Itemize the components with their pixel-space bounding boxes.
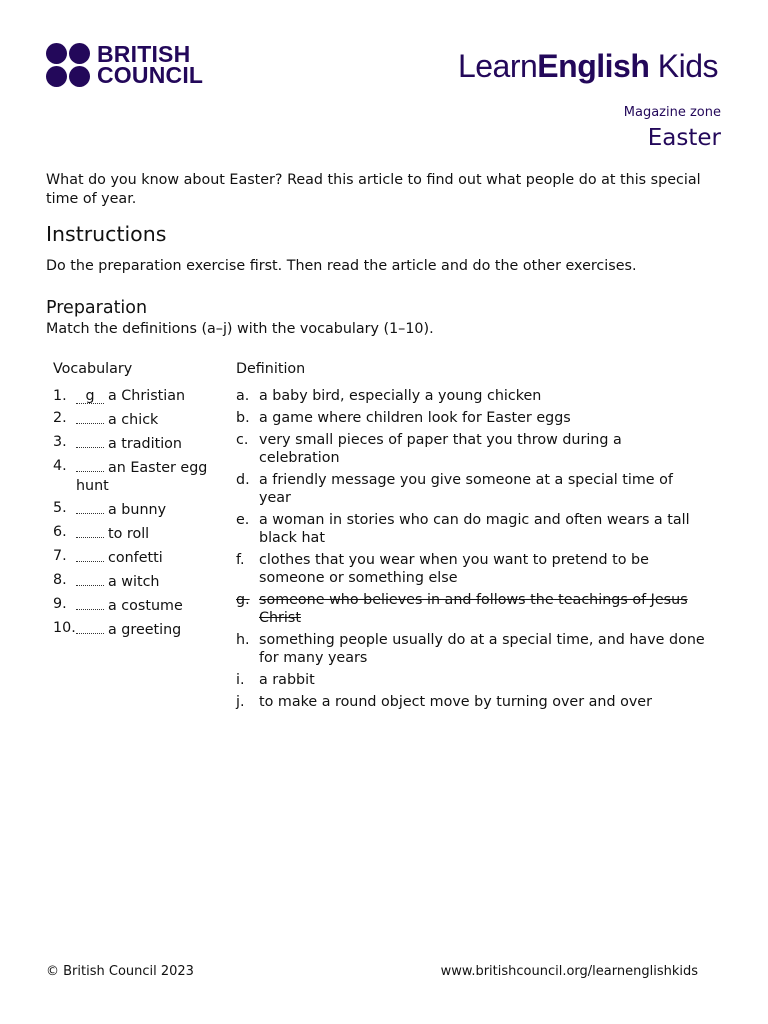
british-council-logo [46,43,203,87]
section-label: Magazine zone [623,105,721,120]
footer-url[interactable]: www.britishcouncil.org/learnenglishkids [440,964,698,979]
vocab-item: 6. to roll [53,524,150,542]
answer-blank[interactable] [76,409,104,424]
answer-blank[interactable] [76,433,104,448]
definition-item: b. a game where children look for Easter eggs [236,410,571,426]
logo-dots-icon [46,43,90,87]
instructions-heading: Instructions [46,222,167,246]
answer-blank[interactable] [76,595,104,610]
definition-heading: Definition [236,361,306,377]
logo-wordmark: BRITISH COUNCIL [97,41,204,88]
vocab-item: 9. a costume [53,596,183,614]
answer-blank[interactable] [76,457,104,472]
vocab-item: 4. an Easter egg hunt [53,458,208,494]
definition-item: c. very small pieces of paper that you throw during a celebration [236,432,622,466]
definition-list [236,387,706,715]
definition-item: h. something people usually do at a special time, and have done for many years [236,632,705,666]
vocab-item: 5. a bunny [53,500,167,518]
answer-blank[interactable] [76,523,104,538]
vocab-item: 7. confetti [53,548,163,566]
footer-copyright: © British Council 2023 [46,964,194,979]
definition-item: a. a baby bird, especially a young chicken [236,388,542,404]
instructions-text: Do the preparation exercise first. Then read the article and do the other exercises. [46,258,637,274]
vocab-item: 3. a tradition [53,434,182,452]
vocabulary-list [53,387,223,643]
definition-item: e. a woman in stories who can do magic and often wears a tall black hat [236,512,690,546]
definition-item: j. to make a round object move by turning over and over [236,694,652,710]
page-title: Easter [647,125,721,151]
answer-blank[interactable] [76,547,104,562]
definition-item-struck: g. someone who believes in and follows the teachings of Jesus Christ [236,592,688,626]
answer-blank[interactable] [76,571,104,586]
definition-item: f. clothes that you wear when you want to pretend to be someone or something else [236,552,649,586]
answer-blank[interactable] [76,619,104,634]
preparation-text: Match the definitions (a–j) with the vocabulary (1–10). [46,321,434,337]
vocab-item: 10. a greeting [53,620,182,638]
definition-item: d. a friendly message you give someone at a special time of year [236,472,673,506]
vocab-item: 8. a witch [53,572,160,590]
vocab-item: 2. a chick [53,410,159,428]
answer-blank[interactable] [76,499,104,514]
preparation-heading: Preparation [46,298,148,318]
vocabulary-heading: Vocabulary [53,361,133,377]
intro-text: What do you know about Easter? Read this article to find out what people do at this special time of year. [46,172,701,207]
learnenglish-kids-logo: LearnEnglish Kids [457,48,718,84]
vocab-item: 1. g a Christian [53,388,186,404]
answer-blank[interactable]: g [76,389,104,404]
definition-item: i. a rabbit [236,672,315,688]
